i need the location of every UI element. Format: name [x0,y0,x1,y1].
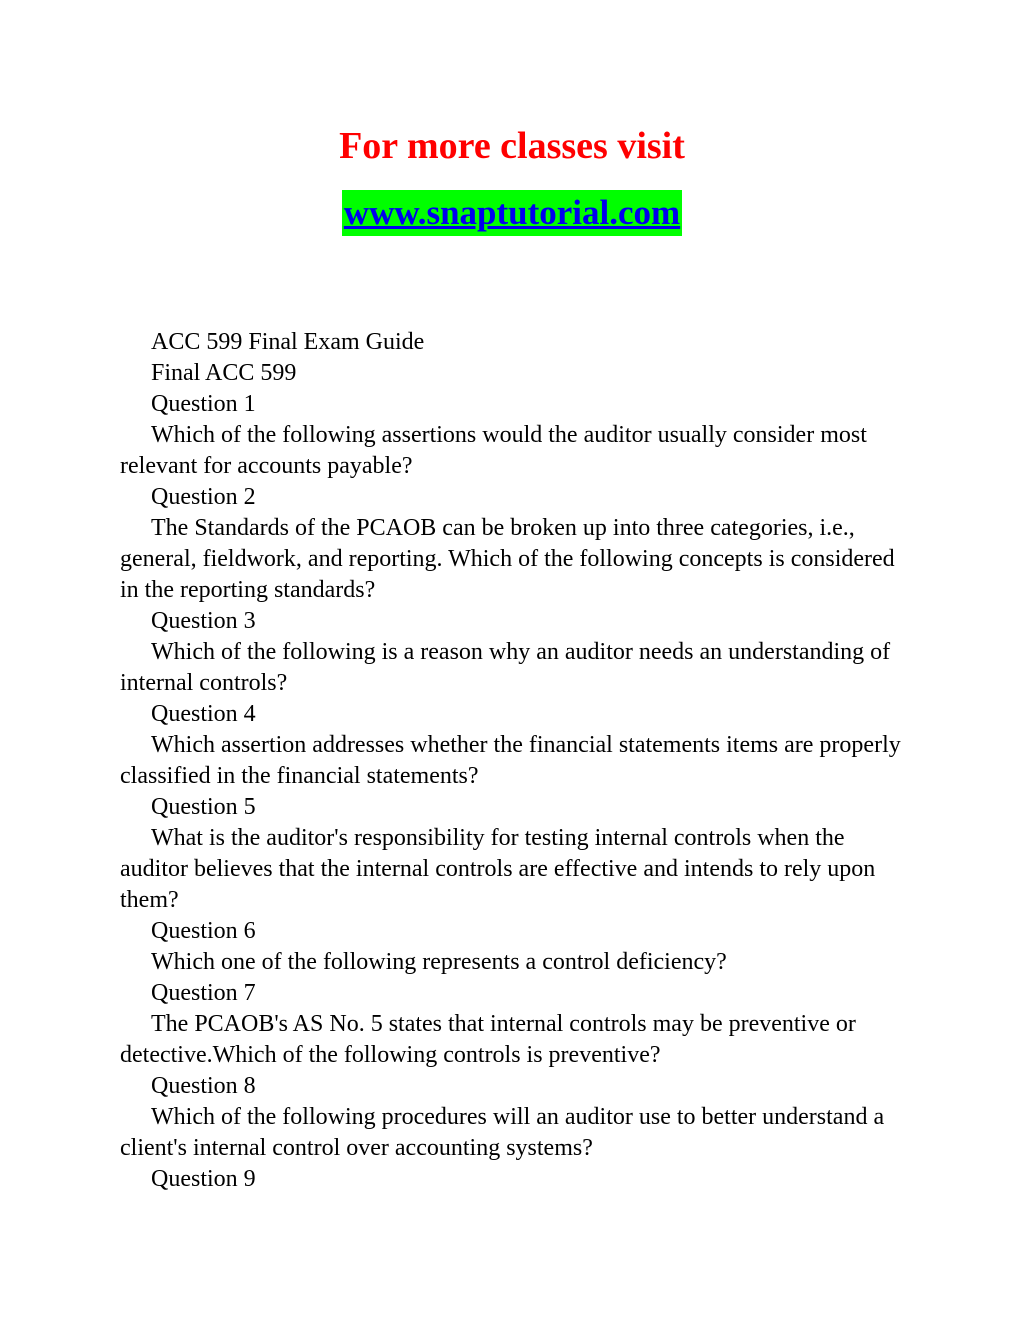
question-text: Which of the following assertions would the auditor usually consider most relevant for accounts payable? [120,422,867,479]
document-body [120,327,910,1195]
question-label: Question 7 [151,980,256,1006]
question-label: Question 8 [151,1073,256,1099]
header-title: For more classes visit [339,125,685,167]
guide-subtitle: Final ACC 599 [151,360,297,386]
header-link-container [0,190,1024,236]
question-text: Which one of the following represents a control deficiency? [151,949,727,975]
question-label: Question 5 [151,794,256,820]
question-label: Question 4 [151,701,256,727]
question-label: Question 1 [151,391,256,417]
question-text: What is the auditor's responsibility for testing internal controls when the auditor believes that the internal controls are effective and intends to rely upon them? [120,825,876,913]
guide-title: ACC 599 Final Exam Guide [151,329,425,355]
question-text: The PCAOB's AS No. 5 states that internal controls may be preventive or detective.Which of the following controls is preventive? [120,1011,856,1068]
question-label: Question 9 [151,1166,256,1192]
question-text: Which of the following is a reason why an auditor needs an understanding of internal controls? [120,639,891,696]
snaptutorial-link[interactable]: www.snaptutorial.com [342,190,682,236]
question-label: Question 2 [151,484,256,510]
question-text: Which of the following procedures will an auditor use to better understand a client's internal control over accounting systems? [120,1104,885,1161]
question-label: Question 6 [151,918,256,944]
question-text: Which assertion addresses whether the financial statements items are properly classified in the financial statements? [120,732,901,789]
question-label: Question 3 [151,608,256,634]
question-text: The Standards of the PCAOB can be broken up into three categories, i.e., general, fieldwork, and reporting. Which of the following concepts is considered in the reporting standards? [120,515,895,603]
